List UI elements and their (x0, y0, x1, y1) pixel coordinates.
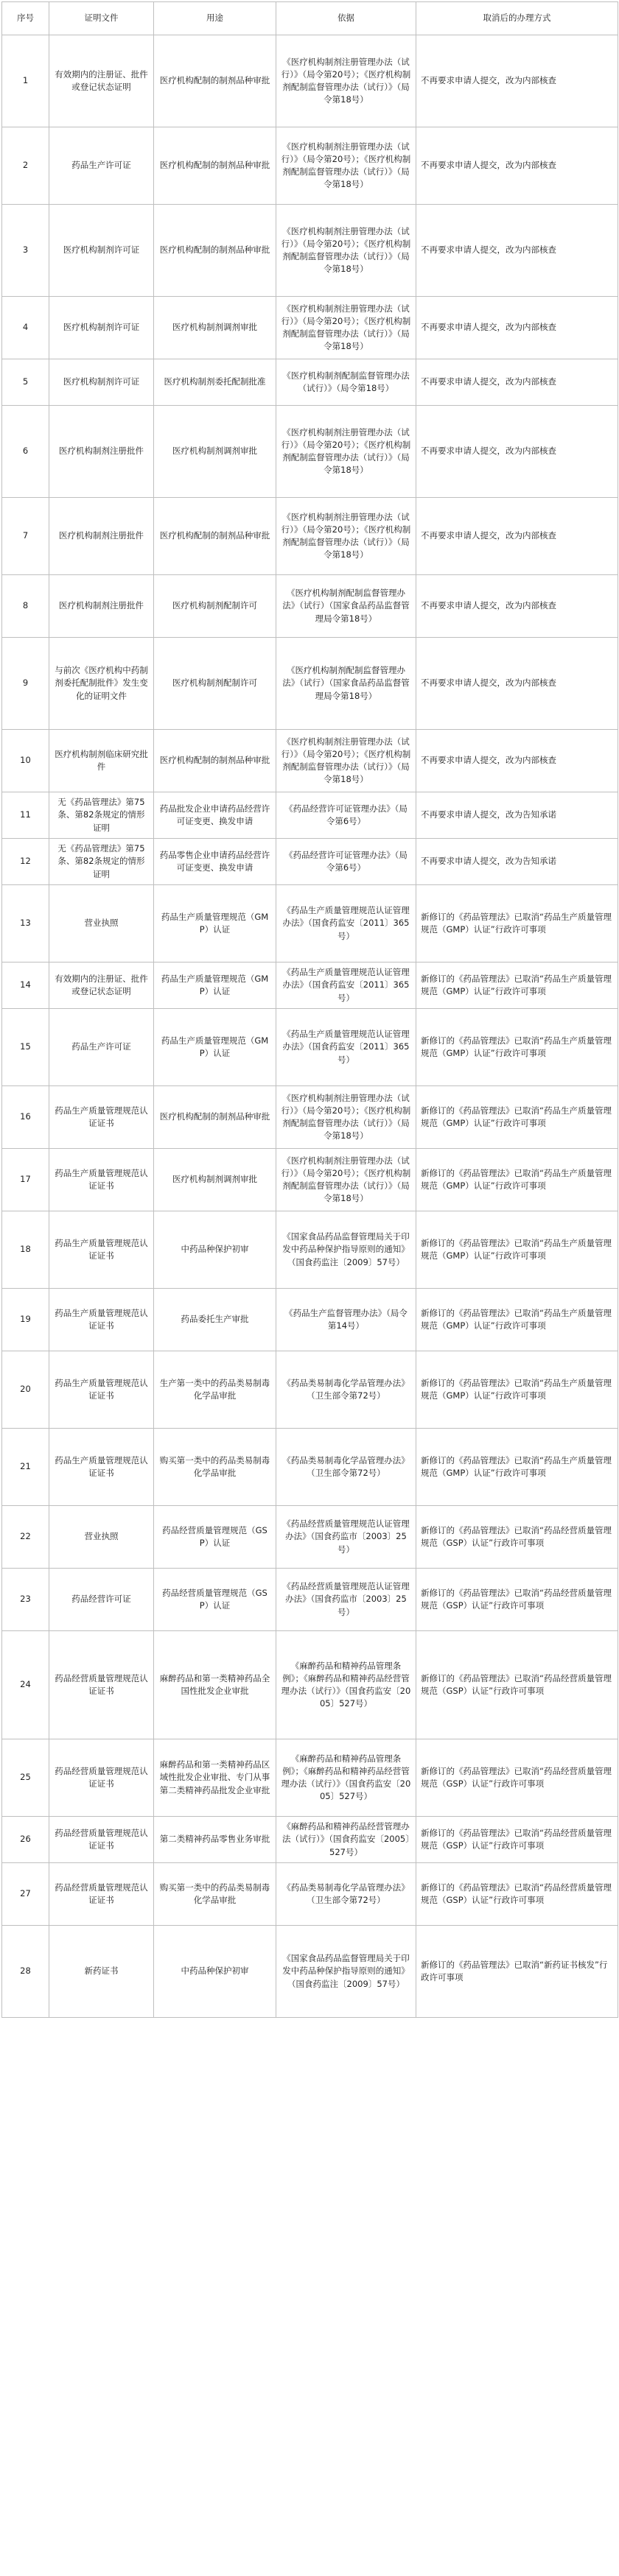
cell-no: 1 (2, 35, 49, 127)
cell-basis: 《药品生产质量管理规范认证管理办法》（国食药监安〔2011〕365号） (276, 963, 416, 1009)
table-row (2, 1289, 618, 1351)
cell-use: 中药品种保护初审 (154, 1926, 276, 2018)
table-row (2, 359, 618, 406)
cell-no: 13 (2, 885, 49, 963)
cell-no: 22 (2, 1506, 49, 1569)
cell-way: 新修订的《药品管理法》已取消“新药证书核发”行政许可事项 (416, 1926, 618, 2018)
cell-doc: 营业执照 (49, 885, 154, 963)
table-row (2, 792, 618, 839)
header-use: 用途 (154, 2, 276, 35)
cell-doc: 药品经营质量管理规范认证证书 (49, 1631, 154, 1739)
cell-no: 19 (2, 1289, 49, 1351)
certificate-table (1, 1, 618, 2018)
cell-way: 新修订的《药品管理法》已取消“药品生产质量管理规范（GMP）认证”行政许可事项 (416, 1009, 618, 1086)
cell-doc: 医疗机构制剂注册批件 (49, 406, 154, 498)
cell-basis: 《药品类易制毒化学品管理办法》（卫生部令第72号） (276, 1863, 416, 1926)
cell-basis: 《麻醉药品和精神药品经营管理办法（试行）》（国食药监安〔2005〕527号） (276, 1817, 416, 1863)
cell-use: 医疗机构配制的制剂品种审批 (154, 730, 276, 792)
cell-no: 20 (2, 1351, 49, 1429)
cell-way: 新修订的《药品管理法》已取消“药品经营质量管理规范（GSP）认证”行政许可事项 (416, 1631, 618, 1739)
cell-no: 4 (2, 297, 49, 359)
cell-basis: 《药品经营许可证管理办法》（局令第6号） (276, 792, 416, 839)
cell-basis: 《药品生产质量管理规范认证管理办法》（国食药监安〔2011〕365号） (276, 1009, 416, 1086)
cell-use: 生产第一类中的药品类易制毒化学品审批 (154, 1351, 276, 1429)
table-row (2, 638, 618, 730)
cell-way: 不再要求申请人提交，改为内部核查 (416, 297, 618, 359)
header-row (2, 2, 618, 35)
table-row (2, 1009, 618, 1086)
table-row (2, 1926, 618, 2018)
cell-no: 21 (2, 1429, 49, 1506)
cell-way: 不再要求申请人提交，改为内部核查 (416, 498, 618, 575)
cell-no: 25 (2, 1739, 49, 1817)
cell-no: 16 (2, 1086, 49, 1149)
cell-use: 医疗机构制剂配制许可 (154, 575, 276, 638)
cell-doc: 药品生产许可证 (49, 127, 154, 205)
table-row (2, 1863, 618, 1926)
cell-doc: 药品生产质量管理规范认证证书 (49, 1351, 154, 1429)
table-row (2, 1429, 618, 1506)
cell-basis: 《药品生产监督管理办法》（局令第14号） (276, 1289, 416, 1351)
cell-no: 10 (2, 730, 49, 792)
cell-use: 麻醉药品和第一类精神药品全国性批发企业审批 (154, 1631, 276, 1739)
table-row (2, 1817, 618, 1863)
cell-no: 12 (2, 839, 49, 885)
cell-doc: 药品生产许可证 (49, 1009, 154, 1086)
cell-no: 18 (2, 1211, 49, 1289)
cell-doc: 有效期内的注册证、批件或登记状态证明 (49, 963, 154, 1009)
table-row (2, 127, 618, 205)
cell-basis: 《药品类易制毒化学品管理办法》（卫生部令第72号） (276, 1429, 416, 1506)
cell-way: 新修订的《药品管理法》已取消“药品生产质量管理规范（GMP）认证”行政许可事项 (416, 963, 618, 1009)
cell-use: 医疗机构配制的制剂品种审批 (154, 205, 276, 297)
cell-no: 24 (2, 1631, 49, 1739)
cell-basis: 《医疗机构制剂注册管理办法（试行）》（局令第20号）；《医疗机构制剂配制监督管理办法（试行）》（局令第18号） (276, 730, 416, 792)
cell-use: 中药品种保护初审 (154, 1211, 276, 1289)
cell-doc: 药品经营许可证 (49, 1569, 154, 1631)
table-row (2, 1569, 618, 1631)
cell-doc: 药品生产质量管理规范认证证书 (49, 1289, 154, 1351)
cell-use: 医疗机构配制的制剂品种审批 (154, 35, 276, 127)
cell-way: 新修订的《药品管理法》已取消“药品经营质量管理规范（GSP）认证”行政许可事项 (416, 1739, 618, 1817)
table-header (2, 2, 618, 35)
cell-basis: 《麻醉药品和精神药品管理条例》；《麻醉药品和精神药品经营管理办法（试行）》（国食药监安〔2005〕527号） (276, 1631, 416, 1739)
table-row (2, 1211, 618, 1289)
cell-basis: 《医疗机构制剂配制监督管理办法》（试行）（国家食品药品监督管理局令第18号） (276, 575, 416, 638)
table-row (2, 498, 618, 575)
table-row (2, 885, 618, 963)
cell-way: 不再要求申请人提交，改为告知承诺 (416, 792, 618, 839)
cell-basis: 《医疗机构制剂注册管理办法（试行）》（局令第20号）；《医疗机构制剂配制监督管理办法（试行）》（局令第18号） (276, 1086, 416, 1149)
cell-use: 医疗机构配制的制剂品种审批 (154, 127, 276, 205)
cell-no: 6 (2, 406, 49, 498)
cell-basis: 《医疗机构制剂注册管理办法（试行）》（局令第20号）；《医疗机构制剂配制监督管理办法（试行）》（局令第18号） (276, 406, 416, 498)
cell-no: 23 (2, 1569, 49, 1631)
cell-no: 17 (2, 1149, 49, 1211)
table-row (2, 1086, 618, 1149)
cell-way: 不再要求申请人提交，改为内部核查 (416, 575, 618, 638)
cell-doc: 无《药品管理法》第75条、第82条规定的情形证明 (49, 839, 154, 885)
table-row (2, 1631, 618, 1739)
cell-no: 2 (2, 127, 49, 205)
cell-way: 新修订的《药品管理法》已取消“药品经营质量管理规范（GSP）认证”行政许可事项 (416, 1863, 618, 1926)
cell-use: 医疗机构制剂调剂审批 (154, 406, 276, 498)
cell-basis: 《医疗机构制剂注册管理办法（试行）》（局令第20号）；《医疗机构制剂配制监督管理办法（试行）》（局令第18号） (276, 205, 416, 297)
cell-use: 药品生产质量管理规范（GMP）认证 (154, 885, 276, 963)
cell-doc: 药品生产质量管理规范认证证书 (49, 1211, 154, 1289)
cell-basis: 《药品经营许可证管理办法》（局令第6号） (276, 839, 416, 885)
cell-way: 不再要求申请人提交，改为内部核查 (416, 35, 618, 127)
table-row (2, 839, 618, 885)
table-row (2, 35, 618, 127)
cell-doc: 医疗机构制剂临床研究批件 (49, 730, 154, 792)
cell-basis: 《医疗机构制剂注册管理办法（试行）》（局令第20号）；《医疗机构制剂配制监督管理办法（试行）》（局令第18号） (276, 1149, 416, 1211)
cell-use: 药品经营质量管理规范（GSP）认证 (154, 1569, 276, 1631)
cell-use: 医疗机构制剂调剂审批 (154, 1149, 276, 1211)
cell-doc: 药品经营质量管理规范认证证书 (49, 1863, 154, 1926)
cell-basis: 《医疗机构制剂注册管理办法（试行）》（局令第20号）；《医疗机构制剂配制监督管理办法（试行）》（局令第18号） (276, 35, 416, 127)
cell-use: 医疗机构制剂配制许可 (154, 638, 276, 730)
cell-no: 28 (2, 1926, 49, 2018)
cell-use: 医疗机构配制的制剂品种审批 (154, 498, 276, 575)
cell-doc: 药品生产质量管理规范认证证书 (49, 1086, 154, 1149)
cell-basis: 《药品经营质量管理规范认证管理办法》（国食药监市〔2003〕25号） (276, 1569, 416, 1631)
cell-way: 新修订的《药品管理法》已取消“药品生产质量管理规范（GMP）认证”行政许可事项 (416, 885, 618, 963)
cell-doc: 无《药品管理法》第75条、第82条规定的情形证明 (49, 792, 154, 839)
cell-no: 15 (2, 1009, 49, 1086)
cell-use: 药品批发企业申请药品经营许可证变更、换发申请 (154, 792, 276, 839)
cell-way: 新修订的《药品管理法》已取消“药品生产质量管理规范（GMP）认证”行政许可事项 (416, 1351, 618, 1429)
table-row (2, 297, 618, 359)
cell-no: 9 (2, 638, 49, 730)
table-body (2, 35, 618, 2018)
table-row (2, 1351, 618, 1429)
cell-use: 第二类精神药品零售业务审批 (154, 1817, 276, 1863)
cell-basis: 《医疗机构制剂注册管理办法（试行）》（局令第20号）；《医疗机构制剂配制监督管理办法（试行）》（局令第18号） (276, 127, 416, 205)
cell-way: 新修订的《药品管理法》已取消“药品生产质量管理规范（GMP）认证”行政许可事项 (416, 1149, 618, 1211)
cell-use: 药品经营质量管理规范（GSP）认证 (154, 1506, 276, 1569)
cell-doc: 医疗机构制剂注册批件 (49, 498, 154, 575)
cell-basis: 《药品生产质量管理规范认证管理办法》（国食药监安〔2011〕365号） (276, 885, 416, 963)
table-row (2, 1149, 618, 1211)
cell-use: 药品生产质量管理规范（GMP）认证 (154, 1009, 276, 1086)
cell-no: 7 (2, 498, 49, 575)
header-basis: 依据 (276, 2, 416, 35)
cell-no: 26 (2, 1817, 49, 1863)
table-row (2, 205, 618, 297)
cell-doc: 医疗机构制剂许可证 (49, 205, 154, 297)
cell-doc: 营业执照 (49, 1506, 154, 1569)
table-row (2, 406, 618, 498)
cell-use: 医疗机构配制的制剂品种审批 (154, 1086, 276, 1149)
cell-way: 不再要求申请人提交，改为内部核查 (416, 205, 618, 297)
cell-doc: 药品生产质量管理规范认证证书 (49, 1429, 154, 1506)
cell-doc: 有效期内的注册证、批件或登记状态证明 (49, 35, 154, 127)
header-doc: 证明文件 (49, 2, 154, 35)
cell-basis: 《药品类易制毒化学品管理办法》（卫生部令第72号） (276, 1351, 416, 1429)
cell-basis: 《麻醉药品和精神药品管理条例》；《麻醉药品和精神药品经营管理办法（试行）》（国食药监安〔2005〕527号） (276, 1739, 416, 1817)
cell-use: 购买第一类中的药品类易制毒化学品审批 (154, 1863, 276, 1926)
cell-way: 新修订的《药品管理法》已取消“药品经营质量管理规范（GSP）认证”行政许可事项 (416, 1506, 618, 1569)
cell-doc: 医疗机构制剂注册批件 (49, 575, 154, 638)
table-row (2, 575, 618, 638)
header-way: 取消后的办理方式 (416, 2, 618, 35)
cell-way: 不再要求申请人提交，改为内部核查 (416, 730, 618, 792)
cell-doc: 药品生产质量管理规范认证证书 (49, 1149, 154, 1211)
header-no: 序号 (2, 2, 49, 35)
cell-no: 3 (2, 205, 49, 297)
cell-doc: 新药证书 (49, 1926, 154, 2018)
cell-no: 8 (2, 575, 49, 638)
cell-use: 药品委托生产审批 (154, 1289, 276, 1351)
table-row (2, 1739, 618, 1817)
table-row (2, 1506, 618, 1569)
cell-basis: 《医疗机构制剂注册管理办法（试行）》（局令第20号）；《医疗机构制剂配制监督管理办法（试行）》（局令第18号） (276, 498, 416, 575)
cell-basis: 《国家食品药品监督管理局关于印发中药品种保护指导原则的通知》（国食药监注〔2009〕57号） (276, 1926, 416, 2018)
cell-use: 医疗机构制剂调剂审批 (154, 297, 276, 359)
cell-basis: 《医疗机构制剂注册管理办法（试行）》（局令第20号）；《医疗机构制剂配制监督管理办法（试行）》（局令第18号） (276, 297, 416, 359)
cell-doc: 药品经营质量管理规范认证证书 (49, 1817, 154, 1863)
cell-no: 27 (2, 1863, 49, 1926)
cell-way: 新修订的《药品管理法》已取消“药品生产质量管理规范（GMP）认证”行政许可事项 (416, 1211, 618, 1289)
cell-doc: 医疗机构制剂许可证 (49, 297, 154, 359)
cell-use: 药品生产质量管理规范（GMP）认证 (154, 963, 276, 1009)
cell-use: 麻醉药品和第一类精神药品区域性批发企业审批、专门从事第二类精神药品批发企业审批 (154, 1739, 276, 1817)
cell-way: 新修订的《药品管理法》已取消“药品经营质量管理规范（GSP）认证”行政许可事项 (416, 1569, 618, 1631)
cell-way: 不再要求申请人提交，改为内部核查 (416, 127, 618, 205)
cell-way: 新修订的《药品管理法》已取消“药品生产质量管理规范（GMP）认证”行政许可事项 (416, 1086, 618, 1149)
cell-way: 不再要求申请人提交，改为内部核查 (416, 406, 618, 498)
cell-basis: 《药品经营质量管理规范认证管理办法》（国食药监市〔2003〕25号） (276, 1506, 416, 1569)
table-row (2, 963, 618, 1009)
cell-basis: 《国家食品药品监督管理局关于印发中药品种保护指导原则的通知》（国食药监注〔2009〕57号） (276, 1211, 416, 1289)
cell-way: 新修订的《药品管理法》已取消“药品经营质量管理规范（GSP）认证”行政许可事项 (416, 1817, 618, 1863)
cell-way: 新修订的《药品管理法》已取消“药品生产质量管理规范（GMP）认证”行政许可事项 (416, 1429, 618, 1506)
cell-use: 药品零售企业申请药品经营许可证变更、换发申请 (154, 839, 276, 885)
table-row (2, 730, 618, 792)
cell-way: 不再要求申请人提交，改为内部核查 (416, 359, 618, 406)
cell-way: 不再要求申请人提交，改为告知承诺 (416, 839, 618, 885)
cell-way: 新修订的《药品管理法》已取消“药品生产质量管理规范（GMP）认证”行政许可事项 (416, 1289, 618, 1351)
cell-no: 11 (2, 792, 49, 839)
cell-way: 不再要求申请人提交，改为内部核查 (416, 638, 618, 730)
cell-use: 医疗机构制剂委托配制批准 (154, 359, 276, 406)
cell-no: 5 (2, 359, 49, 406)
cell-use: 购买第一类中的药品类易制毒化学品审批 (154, 1429, 276, 1506)
cell-no: 14 (2, 963, 49, 1009)
cell-basis: 《医疗机构制剂配制监督管理办法》（试行）（国家食品药品监督管理局令第18号） (276, 638, 416, 730)
cell-doc: 与前次《医疗机构中药制剂委托配制批件》发生变化的证明文件 (49, 638, 154, 730)
cell-basis: 《医疗机构制剂配制监督管理办法（试行）》（局令第18号） (276, 359, 416, 406)
cell-doc: 医疗机构制剂许可证 (49, 359, 154, 406)
cell-doc: 药品经营质量管理规范认证证书 (49, 1739, 154, 1817)
